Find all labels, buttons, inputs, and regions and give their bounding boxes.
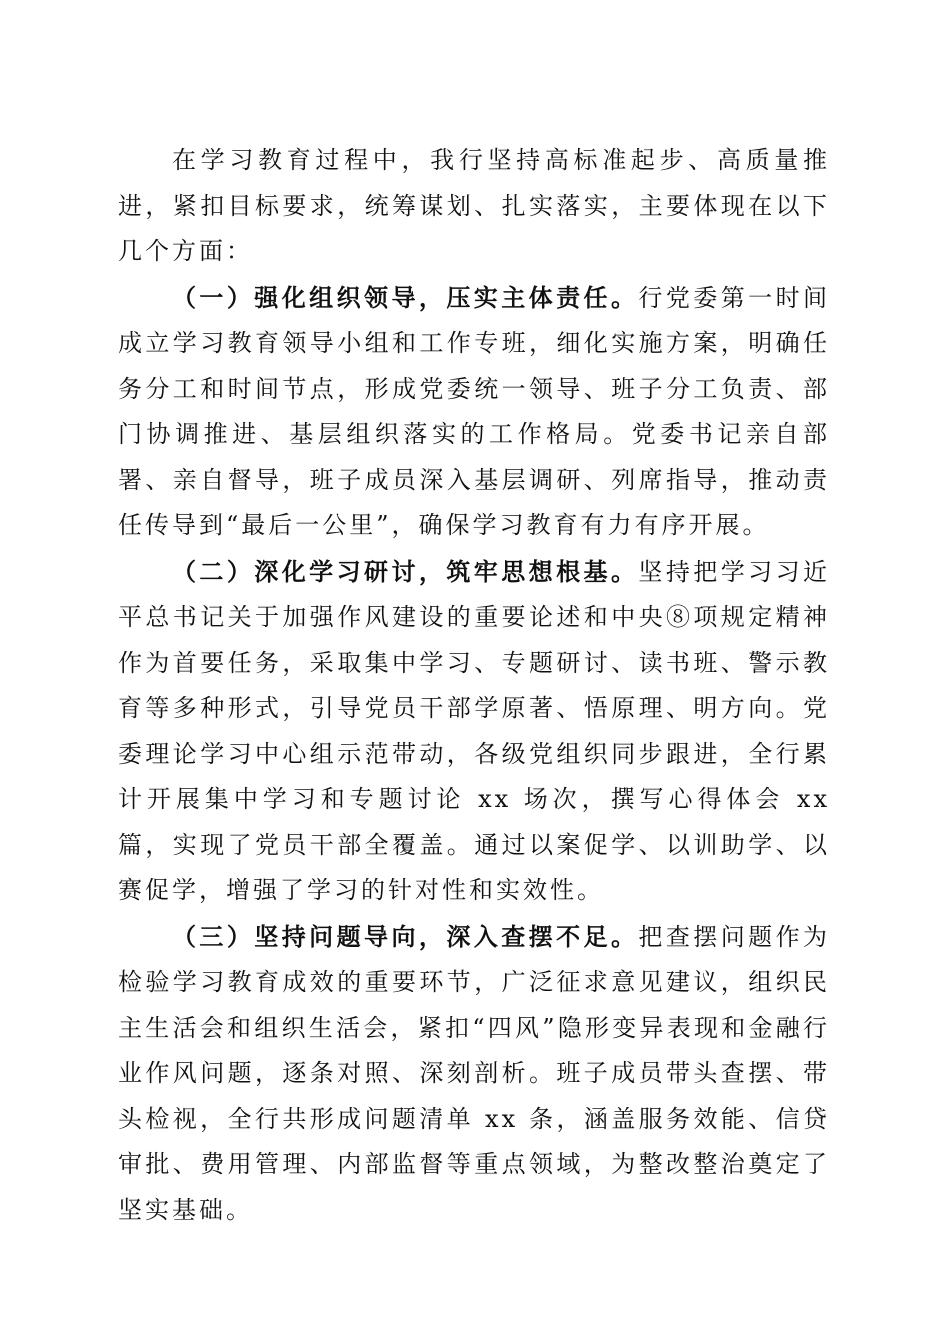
section-2-heading: （二）深化学习研讨，筑牢思想根基。 — [172, 556, 639, 586]
section-3-paragraph — [118, 914, 830, 1234]
section-1-paragraph — [118, 275, 830, 549]
document-body — [118, 138, 830, 1233]
section-2-paragraph — [118, 549, 830, 914]
section-1-heading: （一）强化组织领导，压实主体责任。 — [172, 282, 639, 312]
section-1-body: 行党委第一时间成立学习教育领导小组和工作专班，细化实施方案，明确任务分工和时间节点，形成党委统一领导、班子分工负责、部门协调推进、基层组织落实的工作格局。党委书记亲自部署、亲自督导，班子成员深入基层调研、列席指导，推动责任传导到“最后一公里”，确保学习教育有力有序开展。 — [118, 283, 830, 539]
section-2-body: 坚持把学习习近平总书记关于加强作风建设的重要论述和中央⑧项规定精神作为首要任务，采取集中学习、专题研讨、读书班、警示教育等多种形式，引导党员干部学原著、悟原理、明方向。党委理论学习中心组示范带动，各级党组织同步跟进，全行累计开展集中学习和专题讨论 xx 场次，撰写心得体会 xx 篇，实现了党员干部全覆盖。通过以案促学、以训助学、以赛促学，增强了学习的针对性和实效性。 — [118, 557, 830, 904]
section-3-heading: （三）坚持问题导向，深入查摆不足。 — [172, 921, 639, 951]
section-3-body: 把查摆问题作为检验学习教育成效的重要环节，广泛征求意见建议，组织民主生活会和组织生活会，紧扣“四风”隐形变异表现和金融行业作风问题，逐条对照、深刻剖析。班子成员带头查摆、带头检视，全行共形成问题清单 xx 条，涵盖服务效能、信贷审批、费用管理、内部监督等重点领域，为整改整治奠定了坚实基础。 — [118, 922, 830, 1224]
intro-paragraph — [118, 138, 830, 275]
intro-text: 在学习教育过程中，我行坚持高标准起步、高质量推进，紧扣目标要求，统筹谋划、扎实落实，主要体现在以下几个方面： — [118, 146, 830, 265]
